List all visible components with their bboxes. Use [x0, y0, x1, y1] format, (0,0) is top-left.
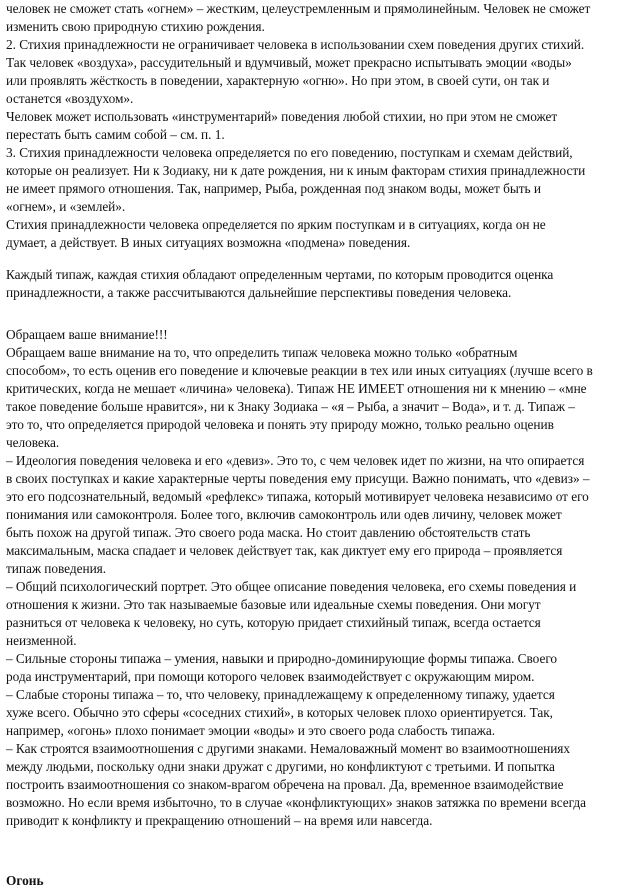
text-line: – Как строятся взаимоотношения с другими знаками. Немаловажный момент во взаимоотношениях — [6, 741, 571, 756]
text-line: – Общий психологический портрет. Это общее описание поведения человека, его схемы поведения и — [6, 579, 577, 594]
text-line: думает, а действует. В иных ситуациях возможна «подмена» поведения. — [6, 235, 411, 250]
text-line: критических, когда не мешает «личина» человека). Типаж НЕ ИМЕЕТ отношения ни к мнению – «мне — [6, 381, 587, 396]
text-line: Стихия принадлежности человека определяется по ярким поступкам и в ситуациях, когда он не — [6, 217, 546, 232]
text-line: Так человек «воздуха», рассудительный и вдумчивый, может прекрасно испытывать эмоции «воды» — [6, 55, 572, 70]
text-line: быть похож на другой типаж. Это своего рода маска. Но стоит давлению обстоятельств стать — [6, 525, 531, 540]
text-line: Человек может использовать «инструментарий» поведения любой стихии, но при этом не сможет — [6, 109, 558, 124]
text-line: понимания или самоконтроля. Более того, включив самоконтроль или одев личину, человек может — [6, 507, 562, 522]
text-line: Каждый типаж, каждая стихия обладают определенным чертами, по которым проводится оценка — [6, 267, 554, 282]
text-line: такое поведение больше нравится», ни к Знаку Зодиака – «я – Рыба, а значит – Вода», и т. д. Типаж – — [6, 399, 575, 414]
text-line: максимальным, маска спадает и человек действует так, как диктует ему его природа – проявляется — [6, 543, 563, 558]
text-line: приводит к конфликту и прекращению отношений – на время или навсегда. — [6, 813, 433, 828]
text-line: 2. Стихия принадлежности не ограничивает человека в использовании схем поведения других стихий. — [6, 37, 585, 52]
text-line: которые он реализует. Ни к Зодиаку, ни к дате рождения, ни к иным факторам стихия принадлежности — [6, 163, 586, 178]
text-line: человек не сможет стать «огнем» – жестким, целеустремленным и прямолинейным. Человек не сможет — [6, 1, 591, 16]
text-line: возможно. Но если время избыточно, то в случае «конфликтующих» знаков затяжка по времени всегда — [6, 795, 586, 810]
text-line: человека. — [6, 435, 60, 450]
section-heading: Огонь — [6, 873, 44, 888]
text-line: это то, что определяется природой человека и понять эту природу можно, только реально оценив — [6, 417, 554, 432]
text-line: – Слабые стороны типажа – то, что человеку, принадлежащему к определенному типажу, удается — [6, 687, 555, 702]
text-line: Обращаем ваше внимание на то, что определить типаж человека можно только «обратным — [6, 345, 518, 360]
text-line: неизменной. — [6, 633, 77, 648]
text-line: способом», то есть оценив его поведение и ключевые реакции в тех или иных ситуациях (лучше всего в — [6, 363, 593, 378]
text-line: разниться от человека к человеку, но суть, которую придает стихийный типаж, всегда остается — [6, 615, 541, 630]
text-line: или проявлять жёсткость в поведении, характерную «огню». Но при этом, в своей сути, он так и — [6, 73, 550, 88]
text-line: хуже всего. Обычно это сферы «соседних стихий», в которых человек плохо ориентируется. Так, — [6, 705, 553, 720]
text-line: перестать быть самим собой – см. п. 1. — [6, 127, 225, 142]
text-line: например, «огонь» плохо понимает эмоции «воды» и это своего рода слабость типажа. — [6, 723, 495, 738]
text-line: это его подсознательный, ведомый «рефлекс» типажа, который мотивирует человека независимо от его — [6, 489, 589, 504]
text-line: 3. Стихия принадлежности человека определяется по его поведению, поступкам и схемам действий, — [6, 145, 573, 160]
text-line: в своих поступках и какие характерные черты поведения ему присущи. Важно понимать, что «девиз» – — [6, 471, 590, 486]
text-line: рода инструментарий, при помощи которого человек взаимодействует с окружающим миром. — [6, 669, 535, 684]
text-line: между людьми, поскольку одни знаки дружат с другими, но конфликтуют с третьими. И попытка — [6, 759, 555, 774]
text-line: останется «воздухом». — [6, 91, 134, 106]
text-line: типаж поведения. — [6, 561, 107, 576]
text-line: – Идеология поведения человека и его «девиз». Это то, с чем человек идет по жизни, на что опирается — [6, 453, 585, 468]
text-line: не имеет прямого отношения. Так, например, Рыба, рожденная под знаком воды, может быть и — [6, 181, 541, 196]
text-line: отношения к жизни. Это так называемые базовые или идеальные схемы поведения. Они могут — [6, 597, 541, 612]
text-line: принадлежности, а также рассчитываются дальнейшие перспективы поведения человека. — [6, 285, 512, 300]
text-line: «огнем», и «землей». — [6, 199, 126, 214]
text-line: – Сильные стороны типажа – умения, навыки и природно-доминирующие формы типажа. Своего — [6, 651, 558, 666]
text-line: построить взаимоотношения со знаком-врагом обречена на провал. Да, временное взаимодействие — [6, 777, 564, 792]
text-line: изменить свою природную стихию рождения. — [6, 19, 265, 34]
text-line: Обращаем ваше внимание!!! — [6, 327, 168, 342]
